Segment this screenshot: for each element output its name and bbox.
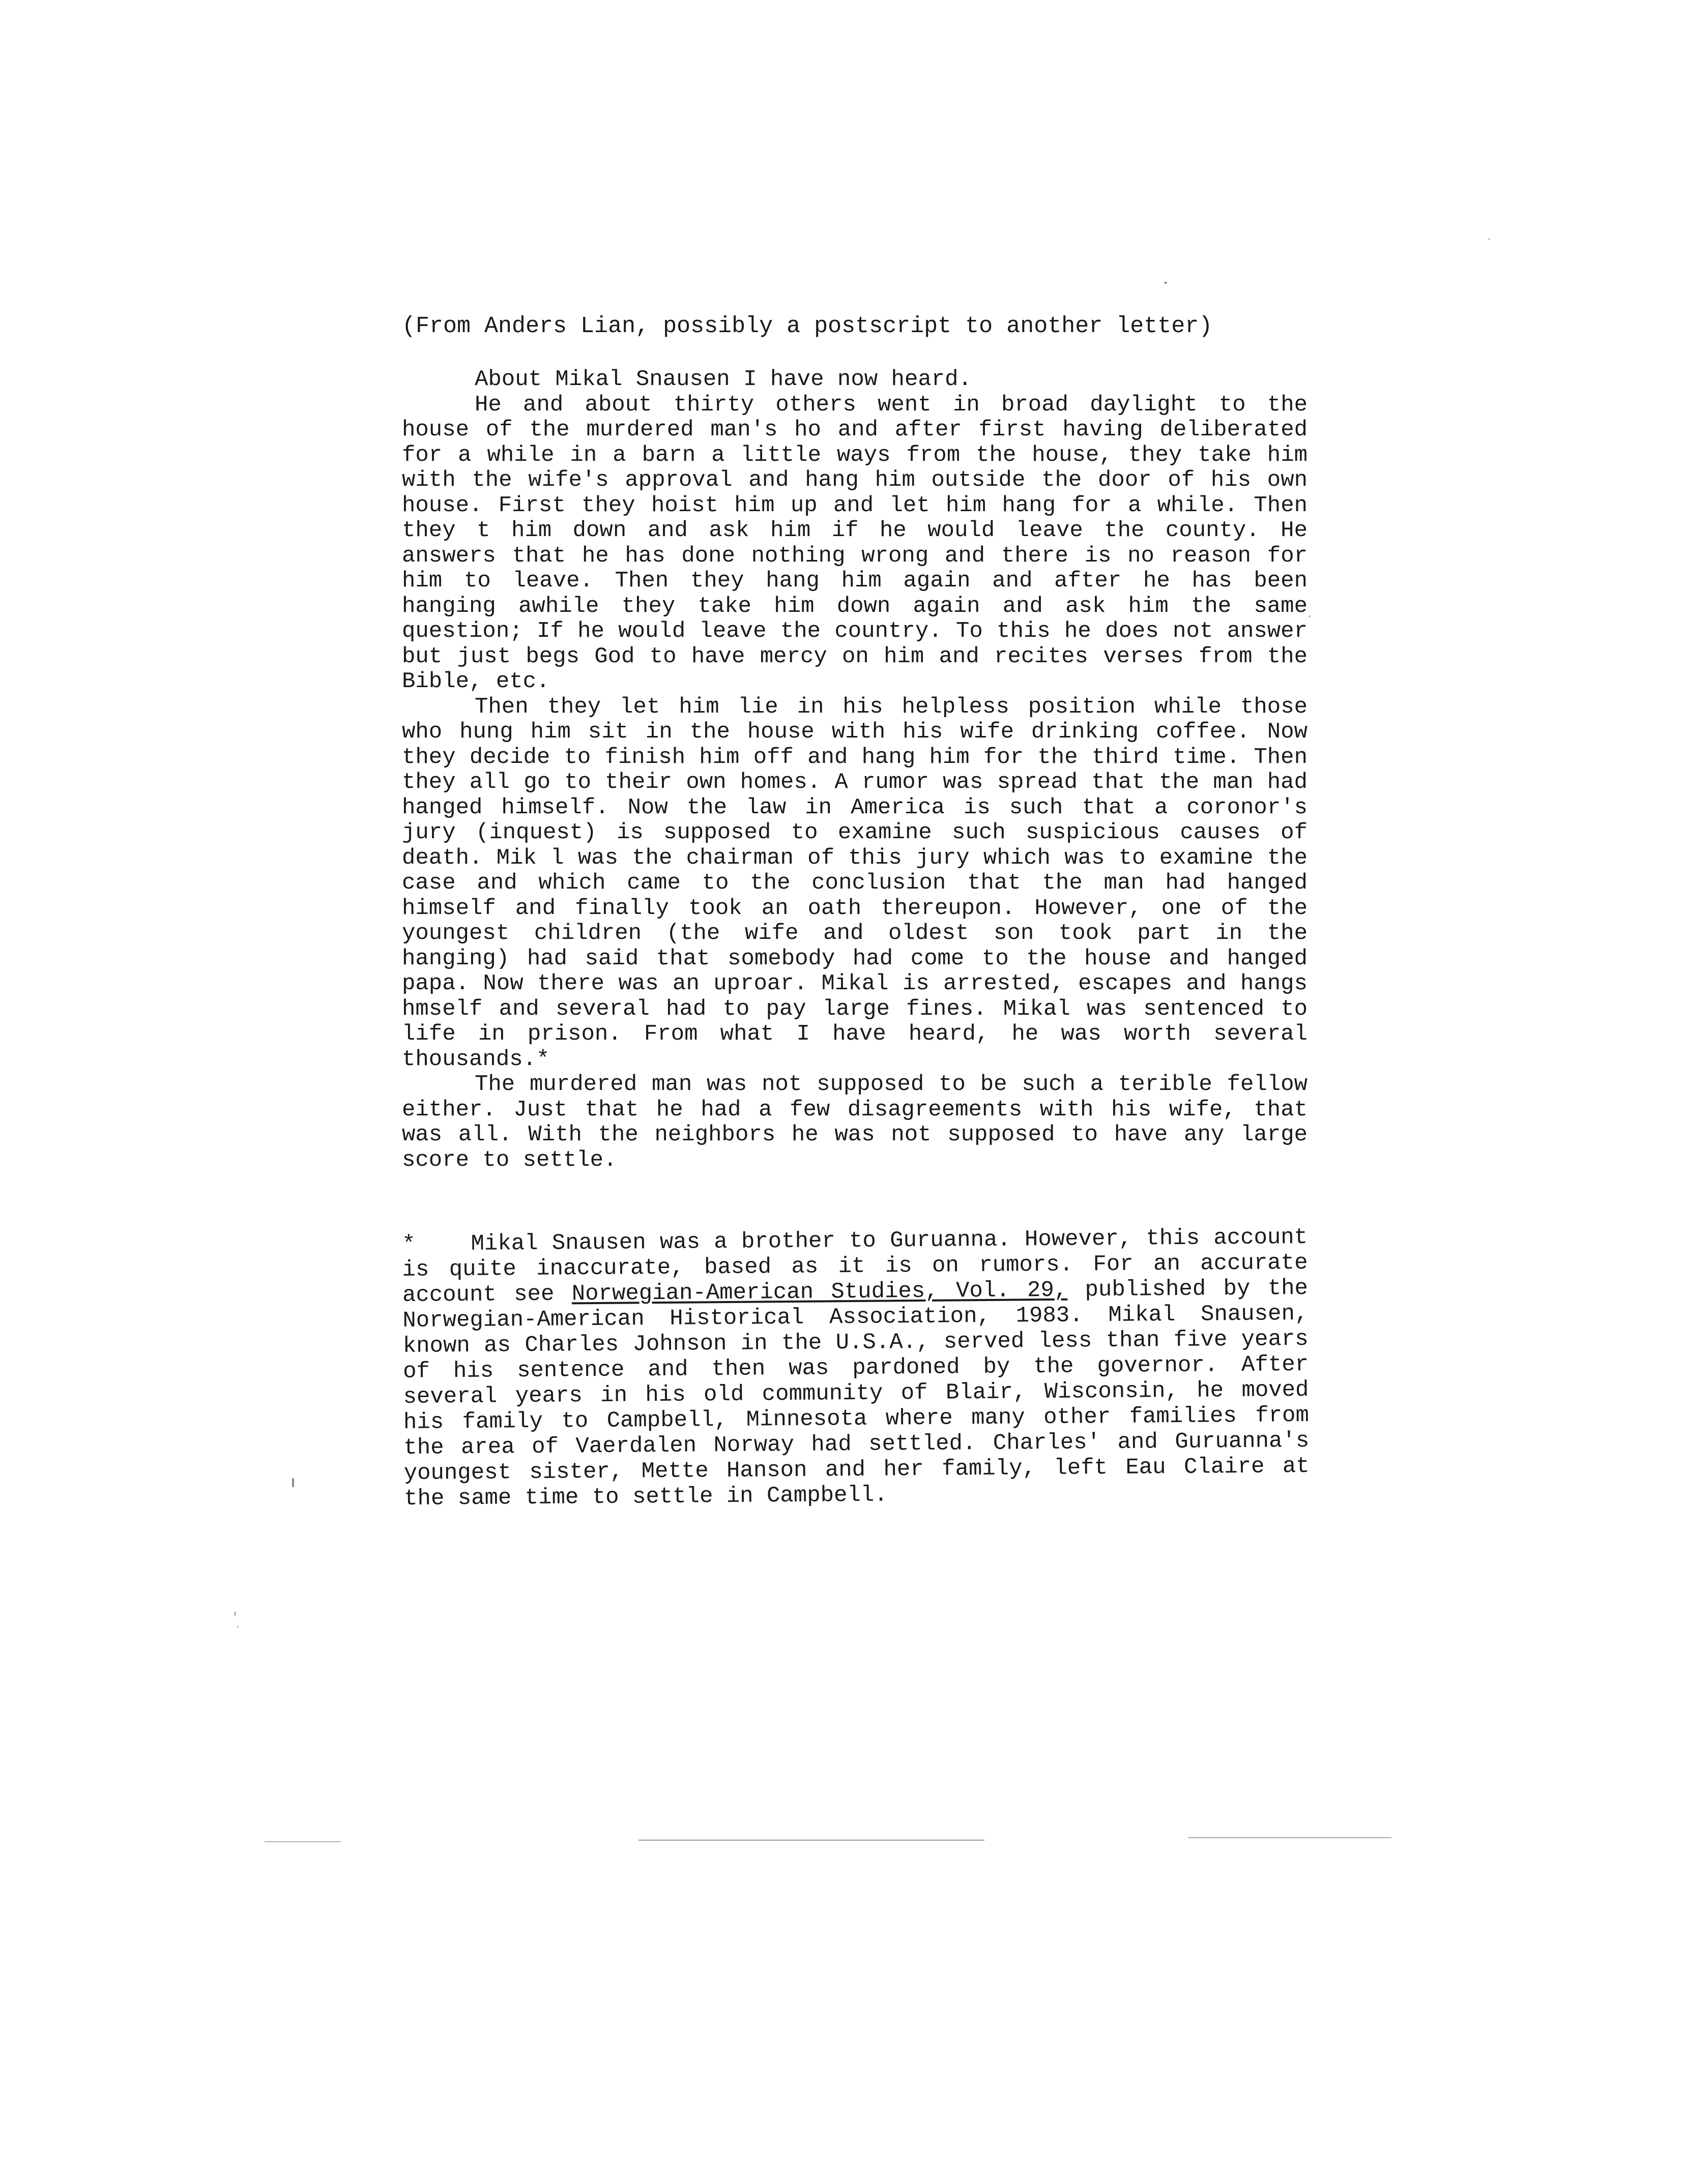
letter-body: [402, 367, 1308, 1173]
footnote-paragraph: [402, 1225, 1310, 1512]
scan-speck: [292, 1478, 294, 1487]
scan-speck: [1164, 282, 1167, 284]
scan-mark-line: [265, 1841, 341, 1842]
scan-speck: [1488, 238, 1490, 240]
scan-speck: [234, 1611, 236, 1616]
scan-mark-line: [638, 1840, 984, 1841]
footnote: [402, 1225, 1310, 1512]
letter-paragraph: He and about thirty others went in broad daylight to the house of the murdered man's ho and after first having deliberated for a while in a barn a little ways from the house, they take him with the wife's approval and hang him outside the door of his own house. First they hoist him up and let him hang for a while. Then they t him down and ask him if he would leave the county. He answers that he has done nothing wrong and there is no reason for him to leave. Then they hang him again and after he has been hanging awhile they take him down again and ask him the same question; If he would leave the country. To this he does not answer but just begs God to have mercy on him and recites verses from the Bible, etc.: [402, 392, 1308, 694]
scan-speck: [1309, 615, 1311, 617]
footnote-text-before: Mikal Snausen was a brother to Guruanna. However, this account is quite inaccurate, based as it is on rumors. For an accurate account see: [402, 1225, 1308, 1308]
letter-paragraph: The murdered man was not supposed to be such a terible fellow either. Just that he had a few disagreements with his wife, that was all. With the neighbors he was not supposed to have any large score to settle.: [402, 1072, 1308, 1173]
scan-speck: [237, 1626, 239, 1628]
document-heading: (From Anders Lian, possibly a postscript to another letter): [402, 313, 1213, 339]
scan-mark-line: [1188, 1837, 1391, 1838]
footnote-citation: Norwegian-American Studies, Vol. 29,: [571, 1277, 1068, 1307]
letter-paragraph: About Mikal Snausen I have now heard.: [475, 367, 972, 392]
footnote-marker: *: [402, 1231, 416, 1257]
footnote-text-after: published by the Norwegian-American Historical Association, 1983. Mikal Snausen, known as Charles Johnson in the U.S.A., served less than five years of his sentence and then was pardoned by the governor. After several years in his old community of Blair, Wisconsin, he moved his family to Campbell, Minnesota where many other families from the area of Vaerdalen Norway had settled. Charles' and Guruanna's youngest sister, Mette Hanson and her family, left Eau Claire at the same time to settle in Campbell.: [402, 1276, 1310, 1512]
letter-paragraph: Then they let him lie in his helpless position while those who hung him sit in the house with his wife drinking coffee. Now they decide to finish him off and hang him for the third time. Then they all go to their own homes. A rumor was spread that the man had hanged himself. Now the law in America is such that a coronor's jury (inquest) is supposed to examine such suspicious causes of death. Mik l was the chairman of this jury which was to examine the case and which came to the conclusion that the man had hanged himself and finally took an oath thereupon. However, one of the youngest children (the wife and oldest son took part in the hanging) had said that somebody had come to the house and hanged papa. Now there was an uproar. Mikal is arrested, escapes and hangs hmself and several had to pay large fines. Mikal was sentenced to life in prison. From what I have heard, he was worth several thousands.*: [402, 694, 1308, 1072]
